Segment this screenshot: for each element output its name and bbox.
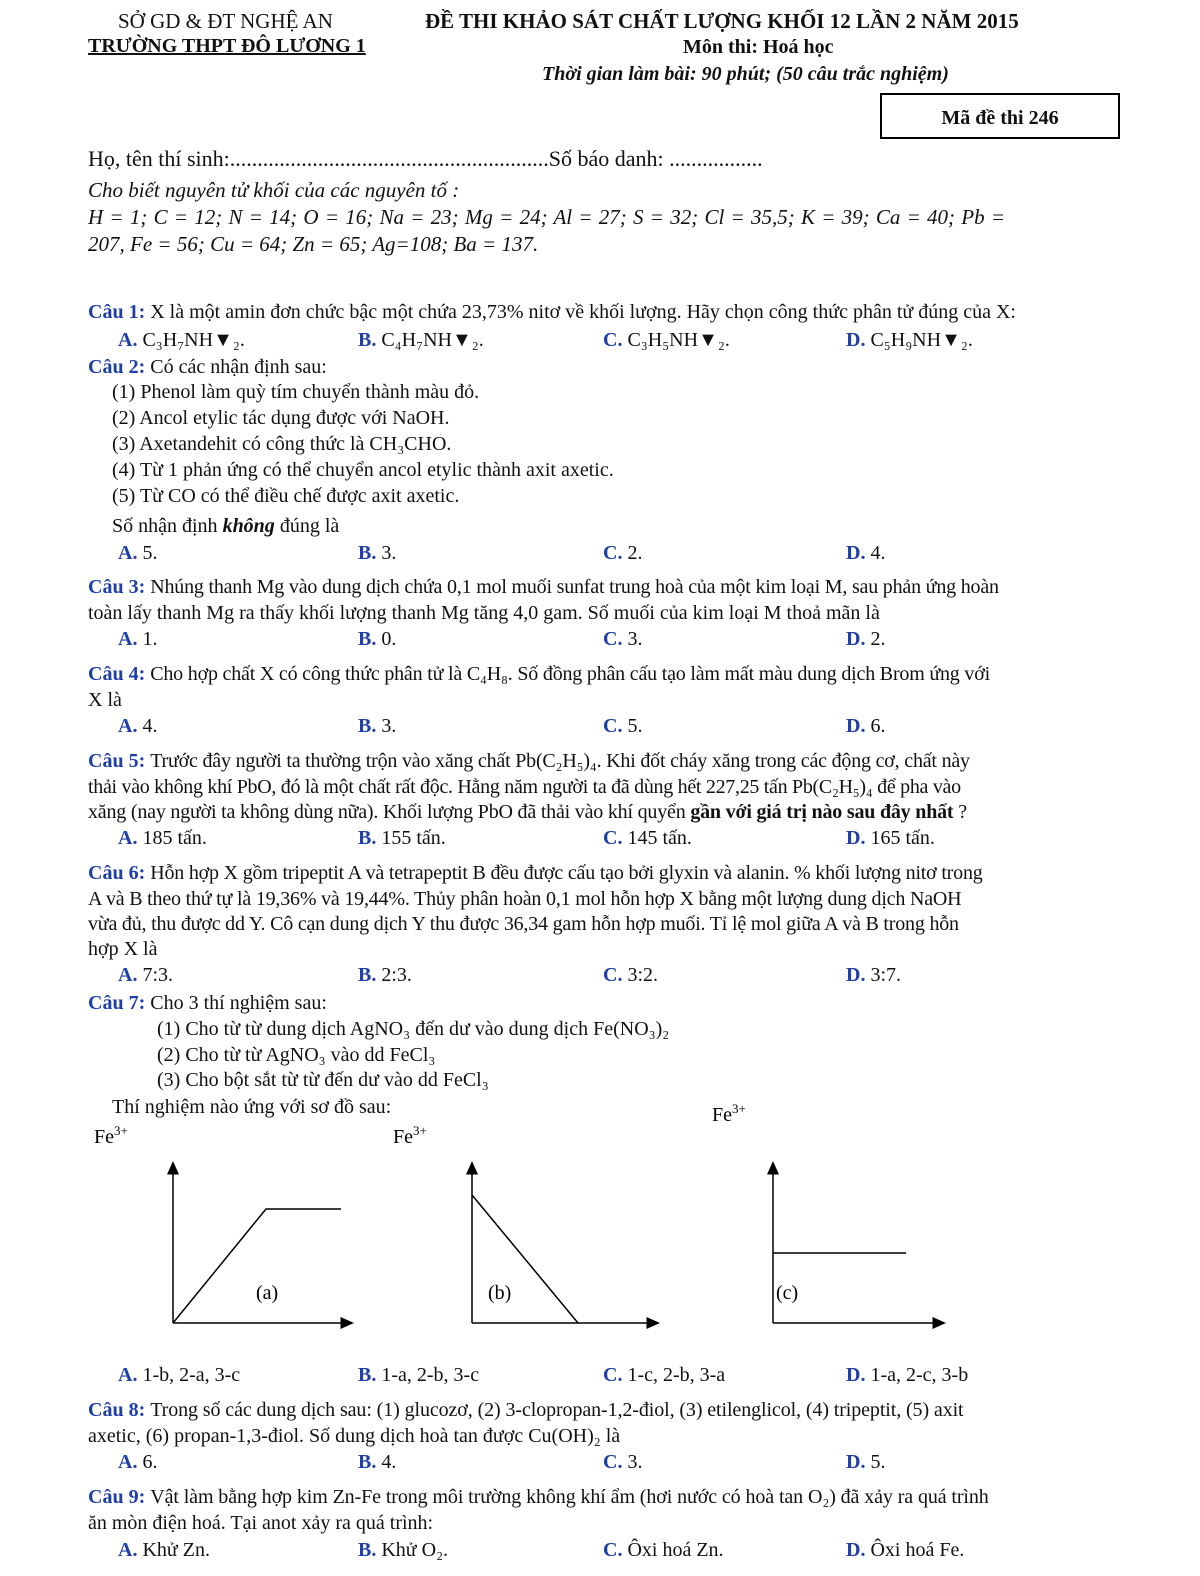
option-d[interactable]: D. 2. [846,628,886,650]
question-text: Cho hợp chất X có công thức phân tử là C₄H₈. Số đồng phân cấu tạo làm mất màu dung dịch Brom ứng với [150,663,990,685]
diagram-c [712,1101,940,1323]
exam-code: Mã đề thi 246 [941,107,1059,129]
option-d[interactable]: D. C₅H₉NH▼₂. [846,329,973,351]
diagram-b-label: (b) [488,1282,512,1304]
question-label: Câu 8: [88,1399,146,1421]
exam-code-box [880,93,1120,139]
question-label: Câu 3: [88,576,146,598]
question-text-cont: axetic, (6) propan-1,3-điol. Số dung dịch hoà tan được Cu(OH)₂ là [88,1425,621,1447]
option-b[interactable]: B. 4. [358,1451,397,1473]
exam-title: ĐỀ THI KHẢO SÁT CHẤT LƯỢNG KHỐI 12 LẦN 2 NĂM 2015 [425,9,1019,33]
diagram-c-ion-label: $Fe^{3+}$ [712,1101,746,1126]
option-a[interactable]: A. 6. [118,1451,158,1473]
option-c[interactable]: C. 3. [603,628,643,650]
question-text: Có các nhận định sau: [150,356,327,378]
options-row [118,963,1118,989]
diagram-b-ion-label: $Fe^{3+}$ [393,1123,427,1148]
options-row [118,714,1118,740]
option-c[interactable]: C. 3:2. [603,964,659,986]
atomic-masses-line2: 207, Fe = 56; Cu = 64; Zn = 65; Ag=108; Ba = 137. [88,232,539,256]
option-b[interactable]: B. 0. [358,628,397,650]
question-text: Vật làm bằng hợp kim Zn-Fe trong môi trường không khí ẩm (hơi nước có hoà tan O₂) đã xảy ra quá trình [150,1486,989,1508]
diagram-a-label: (a) [256,1282,279,1304]
diagram-a-curve [173,1209,341,1323]
reaction-diagrams [0,1095,1200,1345]
option-b[interactable]: B. C₄H₇NH▼₂. [358,329,484,351]
question-text-cont: hợp X là [88,938,158,960]
options-row [118,541,1118,567]
option-a[interactable]: A. 1-b, 2-a, 3-c [118,1364,241,1386]
statement-1: (1) Phenol làm quỳ tím chuyển thành màu đỏ. [112,381,480,403]
statement-2: (2) Ancol etylic tác dụng được với NaOH. [112,407,450,429]
question-text: Trước đây người ta thường trộn vào xăng chất Pb(C₂H₅)₄. Khi đốt cháy xăng trong các động cơ, chất này [150,750,970,772]
experiment-3: (3) Cho bột sắt từ từ đến dư vào dd FeCl₃ [157,1069,489,1091]
option-a[interactable]: A. 5. [118,542,158,564]
question-4 [88,662,990,687]
diagram-c-label: (c) [776,1282,799,1304]
question-text: Nhúng thanh Mg vào dung dịch chứa 0,1 mol muối sunfat trung hoà của một kim loại M, sau phản ứng hoàn [150,576,999,598]
question-6 [88,861,983,886]
question-2 [88,355,327,380]
exam-subject: Môn thi: Hoá học [683,36,834,58]
question-text-cont: X là [88,689,122,711]
diagram-b [393,1123,654,1323]
question-text-cont: toàn lấy thanh Mg ra thấy khối lượng thanh Mg tăng 4,0 gam. Số muối của kim loại M thoả mãn là [88,602,880,624]
option-d[interactable]: D. Ôxi hoá Fe. [846,1539,965,1561]
question-9 [88,1485,989,1510]
atomic-masses-line1: H = 1; C = 12; N = 14; O = 16; Na = 23; Mg = 24; Al = 27; S = 32; Cl = 35,5; K = 39; Ca = 40; Pb = [88,205,1006,229]
question-label: Câu 2: [88,356,146,378]
option-d[interactable]: D. 4. [846,542,886,564]
option-c[interactable]: C. 2. [603,542,643,564]
question-label: Câu 7: [88,992,146,1014]
question-text: Trong số các dung dịch sau: (1) glucozơ, (2) 3-clopropan-1,2-điol, (3) etilenglicol, (4) tripeptit, (5) axit [150,1399,964,1421]
options-row [118,1450,1118,1476]
question-5 [88,749,970,774]
option-b[interactable]: B. 2:3. [358,964,412,986]
question-text-cont: vừa đủ, thu được dd Y. Cô cạn dung dịch Y thu được 36,34 gam hỗn hợp muối. Tỉ lệ mol giữa A và B trong hỗn [88,913,959,935]
options-row [118,826,1118,852]
option-c[interactable]: C. Ôxi hoá Zn. [603,1539,724,1561]
option-d[interactable]: D. 5. [846,1451,886,1473]
question-text-cont: thải vào không khí PbO, đó là một chất rất độc. Hằng năm người ta đã dùng hết 227,25 tấn Pb(C₂H₅)₄ để pha vào [88,776,961,798]
option-c[interactable]: C. C₃H₅NH▼₂. [603,329,730,351]
question-7 [88,991,327,1016]
option-a[interactable]: A. 4. [118,715,158,737]
candidate-line: Họ, tên thí sinh:..........................................................Số báo danh: ................. [88,146,763,171]
question-label: Câu 9: [88,1486,146,1508]
question-text-cont: xăng (nay người ta không dùng nữa). Khối lượng PbO đã thải vào khí quyển gần với giá trị nào sau đây nhất ? [88,801,967,823]
question-prompt: Thí nghiệm nào ứng với sơ đồ sau: [112,1096,392,1118]
option-c[interactable]: C. 5. [603,715,643,737]
experiment-1: (1) Cho từ từ dung dịch AgNO₃ đến dư vào dung dịch Fe(NO₃)₂ [157,1018,670,1040]
options-row [118,1538,1118,1564]
question-1 [88,300,1016,325]
atomic-intro: Cho biết nguyên tử khối của các nguyên tố : [88,178,460,202]
statement-3: (3) Axetandehit có công thức là CH₃CHO. [112,433,452,455]
question-label: Câu 6: [88,862,146,884]
option-a[interactable]: A. 185 tấn. [118,827,207,849]
statement-4: (4) Từ 1 phản ứng có thể chuyển ancol etylic thành axit axetic. [112,459,614,481]
school-name: TRƯỜNG THPT ĐÔ LƯƠNG 1 [88,35,366,57]
option-b[interactable]: B. 3. [358,715,397,737]
option-a[interactable]: A. Khử Zn. [118,1539,210,1561]
question-label: Câu 5: [88,750,146,772]
question-prompt: Số nhận định không đúng là [112,515,340,537]
option-b[interactable]: B. Khử O₂. [358,1539,449,1561]
option-d[interactable]: D. 6. [846,715,886,737]
options-row [118,1363,1118,1389]
question-text-cont: ăn mòn điện hoá. Tại anot xảy ra quá trình: [88,1512,434,1534]
option-a[interactable]: A. 1. [118,628,158,650]
option-a[interactable]: A. C₃H₇NH▼₂. [118,329,245,351]
question-text: X là một amin đơn chức bậc một chứa 23,73% nitơ về khối lượng. Hãy chọn công thức phân tử đúng của X: [150,301,1016,323]
option-c[interactable]: C. 3. [603,1451,643,1473]
question-label: Câu 1: [88,301,146,323]
question-text: Hỗn hợp X gồm tripeptit A và tetrapeptit B đều được cấu tạo bởi glyxin và alanin. % khối lượng nitơ trong [150,862,983,884]
diagram-a [94,1123,348,1323]
question-label: Câu 4: [88,663,146,685]
experiment-2: (2) Cho từ từ AgNO₃ vào dd FeCl₃ [157,1044,436,1066]
option-b[interactable]: B. 3. [358,542,397,564]
diagram-a-ion-label: $Fe^{3+}$ [94,1123,128,1148]
options-row [118,627,1118,653]
option-d[interactable]: D. 1-a, 2-c, 3-b [846,1364,969,1386]
option-b[interactable]: B. 155 tấn. [358,827,446,849]
option-c[interactable]: C. 1-c, 2-b, 3-a [603,1364,726,1386]
option-d[interactable]: D. 165 tấn. [846,827,935,849]
option-b[interactable]: B. 1-a, 2-b, 3-c [358,1364,480,1386]
option-a[interactable]: A. 7:3. [118,964,174,986]
question-text: Cho 3 thí nghiệm sau: [150,992,327,1014]
question-text-cont: A và B theo thứ tự là 19,36% và 19,44%. Thủy phân hoàn 0,1 mol hỗn hợp X bằng một lượng dung dịch NaOH [88,888,962,910]
question-3 [88,575,999,600]
dept-name: SỞ GD & ĐT NGHỆ AN [118,9,333,33]
options-row [118,328,1118,354]
question-8 [88,1398,964,1423]
option-c[interactable]: C. 145 tấn. [603,827,692,849]
exam-duration: Thời gian làm bài: 90 phút; (50 câu trắc nghiệm) [542,63,949,85]
option-d[interactable]: D. 3:7. [846,964,902,986]
statement-5: (5) Từ CO có thể điều chế được axit axetic. [112,485,460,507]
